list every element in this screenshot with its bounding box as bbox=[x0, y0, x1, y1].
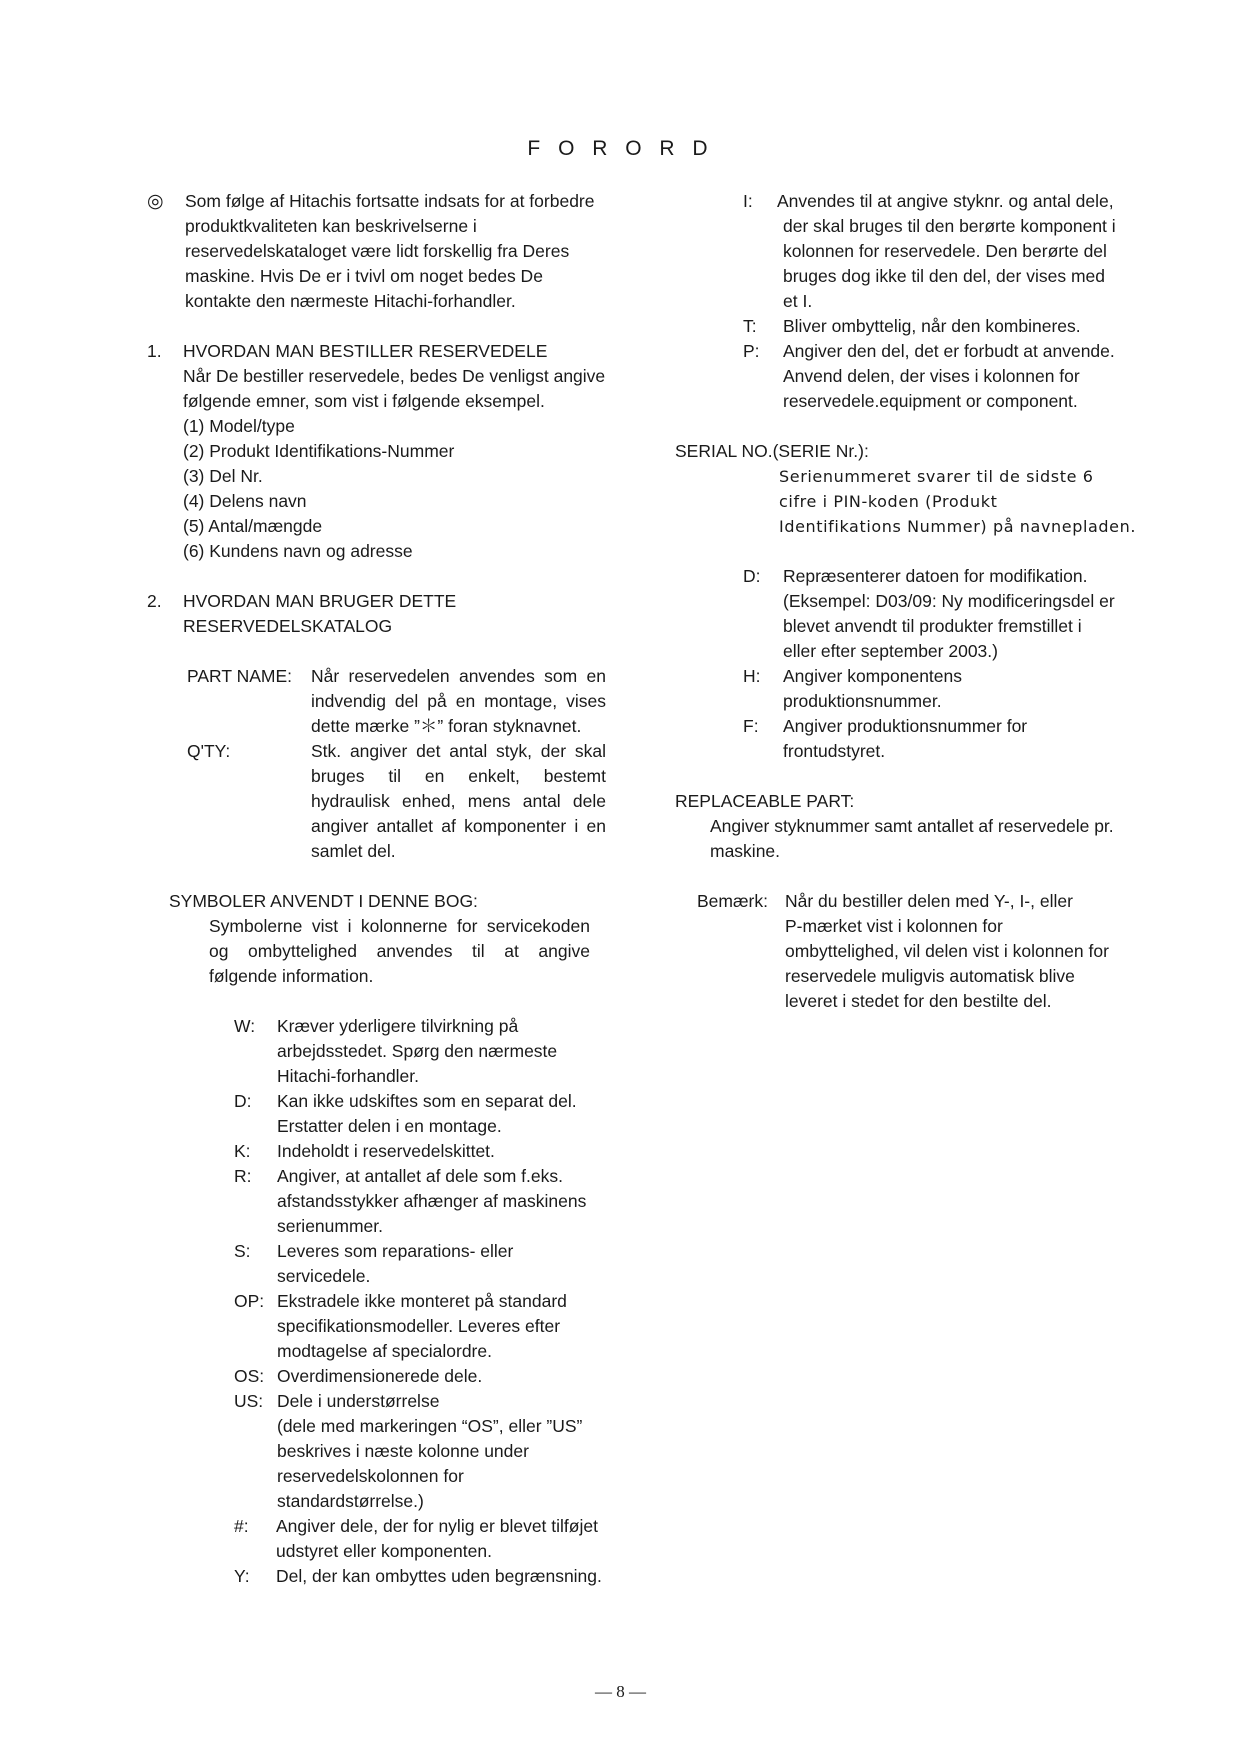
symbol-text: afstandsstykker afhænger af maskinens bbox=[277, 1191, 587, 1211]
symbol-text: Repræsenterer datoen for modifikation. bbox=[783, 566, 1088, 586]
symbol-code: W: bbox=[234, 1016, 256, 1036]
symbol-code: #: bbox=[234, 1516, 249, 1536]
intro-line: Som følge af Hitachis fortsatte indsats for at forbedre bbox=[185, 191, 595, 211]
symbol-text: frontudstyret. bbox=[783, 741, 886, 761]
symbol-text: Angiver produktionsnummer for bbox=[783, 716, 1028, 736]
list-item: (1) Model/type bbox=[183, 416, 295, 436]
symbols-intro: Symbolerne vist i kolonnerne for servicekoden bbox=[209, 916, 590, 936]
symbol-code: P: bbox=[743, 341, 760, 361]
section-text: Når De bestiller reservedele, bedes De venligst angive bbox=[183, 366, 606, 386]
symbol-text: Ekstradele ikke monteret på standard bbox=[277, 1291, 567, 1311]
page-number: ― 8 ― bbox=[595, 1682, 646, 1701]
qty-label: Q'TY: bbox=[187, 741, 231, 761]
symbol-code: R: bbox=[234, 1166, 252, 1186]
symbol-code: F: bbox=[743, 716, 759, 736]
section-heading: RESERVEDELSKATALOG bbox=[183, 616, 393, 636]
symbol-text: modtagelse af specialordre. bbox=[277, 1341, 492, 1361]
symbol-text: produktionsnummer. bbox=[783, 691, 942, 711]
page-title: F O R O R D bbox=[527, 137, 714, 160]
note-text: leveret i stedet for den bestilte del. bbox=[785, 991, 1052, 1011]
list-item: (5) Antal/mængde bbox=[183, 516, 323, 536]
part-name-text: indvendig del på en montage, vises bbox=[311, 691, 606, 711]
symbol-text: Angiver, at antallet af dele som f.eks. bbox=[277, 1166, 563, 1186]
symbol-code: T: bbox=[743, 316, 757, 336]
qty-text: Stk. angiver det antal styk, der skal bbox=[311, 741, 606, 761]
double-circle-icon: ◎ bbox=[147, 191, 164, 212]
note-text: Når du bestiller delen med Y-, I-, eller bbox=[785, 891, 1073, 911]
intro-line: reservedelskataloget være lidt forskellig fra Deres bbox=[185, 241, 570, 261]
symbol-code: I: bbox=[743, 191, 753, 211]
serial-heading: SERIAL NO.(SERIE Nr.): bbox=[675, 441, 869, 461]
symbol-text: Kræver yderligere tilvirkning på bbox=[277, 1016, 519, 1036]
section-text: følgende emner, som vist i følgende eksempel. bbox=[183, 391, 545, 411]
symbol-code: US: bbox=[234, 1391, 264, 1411]
intro-line: produktkvaliteten kan beskrivelserne i bbox=[185, 216, 477, 236]
symbol-text: udstyret eller komponenten. bbox=[276, 1541, 492, 1561]
serial-text: cifre i PIN-koden (Produkt bbox=[779, 492, 998, 511]
symbol-text: Erstatter delen i en montage. bbox=[277, 1116, 502, 1136]
symbol-text: Anvendes til at angive styknr. og antal dele, bbox=[777, 191, 1114, 211]
section-heading: HVORDAN MAN BRUGER DETTE bbox=[183, 591, 457, 611]
symbol-text: specifikationsmodeller. Leveres efter bbox=[277, 1316, 561, 1336]
note-text: reservedele muligvis automatisk blive bbox=[785, 966, 1075, 986]
symbol-text: standardstørrelse.) bbox=[277, 1491, 424, 1511]
symbol-text: bruges dog ikke til den del, der vises med bbox=[783, 266, 1105, 286]
symbols-intro: og ombyttelighed anvendes til at angive bbox=[209, 941, 590, 961]
symbol-text: Leveres som reparations- eller bbox=[277, 1241, 514, 1261]
symbol-text: reservedelskolonnen for bbox=[277, 1466, 464, 1486]
symbol-text: serienummer. bbox=[277, 1216, 384, 1236]
note-label: Bemærk: bbox=[697, 891, 768, 911]
replaceable-text: maskine. bbox=[710, 841, 781, 861]
list-item: (6) Kundens navn og adresse bbox=[183, 541, 413, 561]
section-number: 2. bbox=[147, 591, 162, 611]
part-name-label: PART NAME: bbox=[187, 666, 293, 686]
symbol-text: Anvend delen, der vises i kolonnen for bbox=[783, 366, 1080, 386]
replaceable-text: Angiver styknummer samt antallet af reservedele pr. bbox=[710, 816, 1114, 836]
symbol-text: servicedele. bbox=[277, 1266, 371, 1286]
part-name-text: dette mærke ”＊” foran styknavnet. bbox=[311, 716, 582, 736]
symbol-text: Bliver ombyttelig, når den kombineres. bbox=[783, 316, 1081, 336]
symbols-heading: SYMBOLER ANVENDT I DENNE BOG: bbox=[169, 891, 478, 911]
symbol-text: Del, der kan ombyttes uden begrænsning. bbox=[276, 1566, 602, 1586]
qty-text: samlet del. bbox=[311, 841, 396, 861]
section-heading: HVORDAN MAN BESTILLER RESERVEDELE bbox=[183, 341, 548, 361]
symbol-text: kolonnen for reservedele. Den berørte del bbox=[783, 241, 1107, 261]
symbol-text: et I. bbox=[783, 291, 813, 311]
serial-text: Identifikations Nummer) på navnepladen. bbox=[779, 517, 1137, 536]
symbol-text: Angiver komponentens bbox=[783, 666, 962, 686]
symbol-text: Dele i understørrelse bbox=[277, 1391, 440, 1411]
symbol-code: OS: bbox=[234, 1366, 265, 1386]
replaceable-heading: REPLACEABLE PART: bbox=[675, 791, 855, 811]
symbol-text: eller efter september 2003.) bbox=[783, 641, 998, 661]
section-number: 1. bbox=[147, 341, 162, 361]
serial-text: Serienummeret svarer til de sidste 6 bbox=[779, 467, 1094, 486]
symbol-text: arbejdsstedet. Spørg den nærmeste bbox=[277, 1041, 558, 1061]
symbol-text: Indeholdt i reservedelskittet. bbox=[277, 1141, 495, 1161]
symbol-text: Angiver dele, der for nylig er blevet tilføjet bbox=[276, 1516, 598, 1536]
list-item: (3) Del Nr. bbox=[183, 466, 263, 486]
symbol-text: Angiver den del, det er forbudt at anvende. bbox=[783, 341, 1115, 361]
symbol-code: S: bbox=[234, 1241, 251, 1261]
qty-text: hydraulisk enhed, mens antal dele bbox=[311, 791, 606, 811]
qty-text: bruges til en enkelt, bestemt bbox=[311, 766, 606, 786]
intro-line: kontakte den nærmeste Hitachi-forhandler. bbox=[185, 291, 516, 311]
symbol-text: blevet anvendt til produkter fremstillet i bbox=[783, 616, 1082, 636]
note-text: ombyttelighed, vil delen vist i kolonnen for bbox=[785, 941, 1109, 961]
symbol-text: beskrives i næste kolonne under bbox=[277, 1441, 529, 1461]
symbol-code: H: bbox=[743, 666, 761, 686]
symbol-text: Hitachi-forhandler. bbox=[277, 1066, 420, 1086]
list-item: (2) Produkt Identifikations-Nummer bbox=[183, 441, 455, 461]
list-item: (4) Delens navn bbox=[183, 491, 307, 511]
intro-line: maskine. Hvis De er i tvivl om noget bedes De bbox=[185, 266, 543, 286]
symbol-text: (Eksempel: D03/09: Ny modificeringsdel er bbox=[783, 591, 1115, 611]
symbol-code: D: bbox=[743, 566, 761, 586]
qty-text: angiver antallet af komponenter i en bbox=[311, 816, 606, 836]
symbol-code: Y: bbox=[234, 1566, 250, 1586]
part-name-text: Når reservedelen anvendes som en bbox=[311, 666, 606, 686]
symbol-text: Kan ikke udskiftes som en separat del. bbox=[277, 1091, 577, 1111]
symbols-intro: følgende information. bbox=[209, 966, 374, 986]
symbol-code: OP: bbox=[234, 1291, 265, 1311]
symbol-text: Overdimensionerede dele. bbox=[277, 1366, 483, 1386]
symbol-text: der skal bruges til den berørte komponent i bbox=[783, 216, 1116, 236]
symbol-code: D: bbox=[234, 1091, 252, 1111]
note-text: P-mærket vist i kolonnen for bbox=[785, 916, 1003, 936]
symbol-code: K: bbox=[234, 1141, 251, 1161]
symbol-text: reservedele.equipment or component. bbox=[783, 391, 1078, 411]
symbol-text: (dele med markeringen “OS”, eller ”US” bbox=[277, 1416, 583, 1436]
